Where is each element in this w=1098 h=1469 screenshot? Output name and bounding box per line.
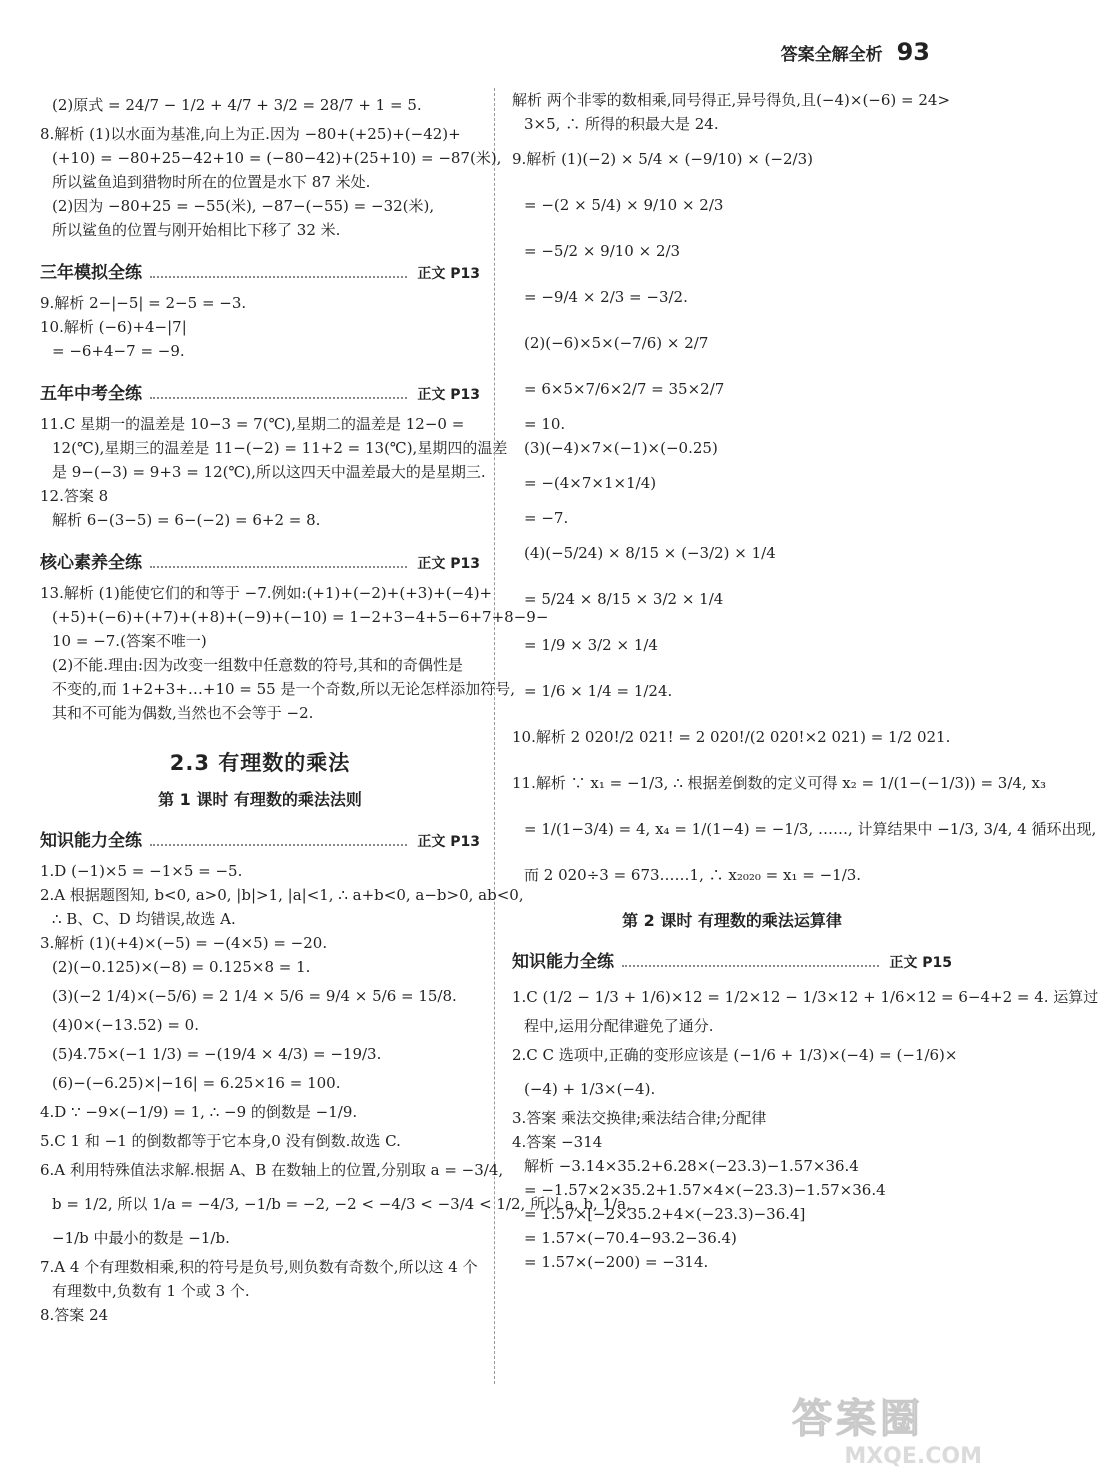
section-page-ref: 正文 P13 bbox=[417, 834, 480, 850]
answer-line: 所以鲨鱼追到猎物时所在的位置是水下 87 米处. bbox=[52, 173, 371, 191]
section-name: 五年中考全练 bbox=[40, 384, 142, 404]
dotted-leader bbox=[622, 965, 879, 967]
answer-line: 3.解析 (1)(+4)×(−5) = −(4×5) = −20. bbox=[40, 934, 328, 952]
dotted-leader bbox=[150, 397, 407, 399]
answer-line: (+5)+(−6)+(+7)+(+8)+(−9)+(−10) = 1−2+3−4+5−6+7+8−9− bbox=[52, 608, 549, 626]
answer-line: 13.解析 (1)能使它们的和等于 −7.例如:(+1)+(−2)+(+3)+(−4)+ bbox=[40, 584, 493, 602]
answer-line: 1.D (−1)×5 = −1×5 = −5. bbox=[40, 862, 243, 880]
answer-line: (4)(−5/24) × 8/15 × (−3/2) × 1/4 bbox=[524, 544, 776, 562]
answer-line: (2)因为 −80+25 = −55(米), −87−(−55) = −32(米), bbox=[52, 197, 435, 215]
answer-line: = −5/2 × 9/10 × 2/3 bbox=[524, 242, 681, 260]
answer-line: = −7. bbox=[524, 509, 569, 527]
answer-line: 有理数中,负数有 1 个或 3 个. bbox=[52, 1282, 250, 1300]
answer-line: ∴ B、C、D 均错误,故选 A. bbox=[52, 910, 236, 928]
answer-line: 其和不可能为偶数,当然也不会等于 −2. bbox=[52, 704, 314, 722]
answer-line: 10 = −7.(答案不唯一) bbox=[52, 632, 207, 650]
page-header bbox=[781, 38, 930, 66]
answer-line: 3.答案 乘法交换律;乘法结合律;分配律 bbox=[512, 1109, 767, 1127]
answer-line: (3)(−2 1/4)×(−5/6) = 2 1/4 × 5/6 = 9/4 × 5/6 = 15/8. bbox=[52, 987, 457, 1005]
answer-line: = 6×5×7/6×2/7 = 35×2/7 bbox=[524, 380, 725, 398]
section-heading bbox=[40, 379, 480, 404]
answer-line: b = 1/2, 所以 1/a = −4/3, −1/b = −2, −2 < −4/3 < −3/4 < 1/2, 所以 a, b, 1/a, bbox=[52, 1195, 631, 1213]
answer-line: 8.答案 24 bbox=[40, 1306, 109, 1324]
answer-line: 12(℃),星期三的温差是 11−(−2) = 11+2 = 13(℃),星期四的温差 bbox=[52, 439, 508, 457]
section-page-ref: 正文 P13 bbox=[417, 556, 480, 572]
answer-line: 11.C 星期一的温差是 10−3 = 7(℃),星期二的温差是 12−0 = bbox=[40, 415, 465, 433]
answer-line: (4)0×(−13.52) = 0. bbox=[52, 1016, 199, 1034]
answer-line: 5.C 1 和 −1 的倒数都等于它本身,0 没有倒数.故选 C. bbox=[40, 1132, 401, 1150]
answer-line: 所以鲨鱼的位置与刚开始相比下移了 32 米. bbox=[52, 221, 341, 239]
answer-line: = −9/4 × 2/3 = −3/2. bbox=[524, 288, 688, 306]
header-title: 答案全解全析 bbox=[780, 45, 883, 65]
answer-line: (5)4.75×(−1 1/3) = −(19/4 × 4/3) = −19/3. bbox=[52, 1045, 382, 1063]
answer-line: 9.解析 (1)(−2) × 5/4 × (−9/10) × (−2/3) bbox=[512, 150, 813, 168]
answer-line: = 5/24 × 8/15 × 3/2 × 1/4 bbox=[524, 590, 724, 608]
watermark-logo bbox=[792, 1387, 982, 1469]
answer-line: = 1/9 × 3/2 × 1/4 bbox=[524, 636, 658, 654]
watermark-text: 答案圈 bbox=[792, 1396, 924, 1442]
answer-line: 程中,运用分配律避免了通分. bbox=[524, 1017, 714, 1035]
answer-line: 解析 两个非零的数相乘,同号得正,异号得负,且(−4)×(−6) = 24> bbox=[512, 91, 951, 109]
answer-line: (−4) + 1/3×(−4). bbox=[524, 1080, 656, 1098]
answer-line: −1/b 中最小的数是 −1/b. bbox=[52, 1229, 230, 1247]
answer-line: 解析 6−(3−5) = 6−(−2) = 6+2 = 8. bbox=[52, 511, 321, 529]
column-divider bbox=[494, 88, 495, 1384]
answer-line: (2)原式 = 24/7 − 1/2 + 4/7 + 3/2 = 28/7 + 1 = 5. bbox=[52, 96, 422, 114]
answer-line: (2)不能.理由:因为改变一组数中任意数的符号,其和的奇偶性是 bbox=[52, 656, 463, 674]
answer-line: = −6+4−7 = −9. bbox=[52, 342, 185, 360]
answer-line: 是 9−(−3) = 9+3 = 12(℃),所以这四天中温差最大的是星期三. bbox=[52, 463, 486, 481]
dotted-leader bbox=[150, 844, 407, 846]
answer-line: = 10. bbox=[524, 415, 566, 433]
dotted-leader bbox=[150, 276, 407, 278]
chapter-title: 2.3 有理数的乘法 bbox=[169, 751, 351, 775]
answer-line: 11.解析 ∵ x₁ = −1/3, ∴ 根据差倒数的定义可得 x₂ = 1/(1−(−1/3)) = 3/4, x₃ bbox=[512, 774, 1046, 792]
answer-line: = 1/(1−3/4) = 4, x₄ = 1/(1−4) = −1/3, ……, 计算结果中 −1/3, 3/4, 4 循环出现, bbox=[524, 820, 1097, 838]
answer-line: 2.C C 选项中,正确的变形应该是 (−1/6 + 1/3)×(−4) = (−1/6)× bbox=[512, 1046, 958, 1064]
answer-line: (2)(−6)×5×(−7/6) × 2/7 bbox=[524, 334, 709, 352]
section-heading bbox=[40, 548, 480, 573]
answer-line: = −(4×7×1×1/4) bbox=[524, 474, 657, 492]
dotted-leader bbox=[150, 566, 407, 568]
answer-line: 10.解析 2 020!/2 021! = 2 020!/(2 020!×2 021) = 1/2 021. bbox=[512, 728, 951, 746]
answer-line: 6.A 利用特殊值法求解.根据 A、B 在数轴上的位置,分别取 a = −3/4, bbox=[40, 1161, 504, 1179]
answer-line: = 1/6 × 1/4 = 1/24. bbox=[524, 682, 673, 700]
section-heading bbox=[40, 258, 480, 283]
lesson-title: 第 2 课时 有理数的乘法运算律 bbox=[622, 911, 842, 930]
answer-line: 不变的,而 1+2+3+…+10 = 55 是一个奇数,所以无论怎样添加符号, bbox=[52, 680, 516, 698]
section-name: 三年模拟全练 bbox=[40, 263, 142, 283]
watermark-site: MXQE.COM bbox=[844, 1444, 982, 1469]
answer-line: (2)(−0.125)×(−8) = 0.125×8 = 1. bbox=[52, 958, 311, 976]
lesson-title: 第 1 课时 有理数的乘法法则 bbox=[158, 790, 362, 809]
answer-line: = −1.57×2×35.2+1.57×4×(−23.3)−1.57×36.4 bbox=[524, 1181, 886, 1199]
section-name: 核心素养全练 bbox=[40, 553, 142, 573]
section-name: 知识能力全练 bbox=[512, 952, 614, 972]
answer-line: = 1.57×(−200) = −314. bbox=[524, 1253, 709, 1271]
section-page-ref: 正文 P13 bbox=[417, 266, 480, 282]
answer-line: 2.A 根据题图知, b<0, a>0, |b|>1, |a|<1, ∴ a+b<0, a−b>0, ab<0, bbox=[40, 886, 524, 904]
answer-line: 4.D ∵ −9×(−1/9) = 1, ∴ −9 的倒数是 −1/9. bbox=[40, 1103, 358, 1121]
answer-line: 而 2 020÷3 = 673……1, ∴ x₂₀₂₀ = x₁ = −1/3. bbox=[524, 866, 862, 884]
answer-line: = 1.57×[−2×35.2+4×(−23.3)−36.4] bbox=[524, 1205, 806, 1223]
answer-line: (+10) = −80+25−42+10 = (−80−42)+(25+10) = −87(米), bbox=[52, 149, 502, 167]
section-page-ref: 正文 P13 bbox=[417, 387, 480, 403]
answer-line: 8.解析 (1)以水面为基准,向上为正.因为 −80+(+25)+(−42)+ bbox=[40, 125, 461, 143]
answer-line: 7.A 4 个有理数相乘,积的符号是负号,则负数有奇数个,所以这 4 个 bbox=[40, 1258, 478, 1276]
answer-line: 4.答案 −314 bbox=[512, 1133, 603, 1151]
section-heading bbox=[512, 947, 952, 972]
answer-line: (3)(−4)×7×(−1)×(−0.25) bbox=[524, 439, 718, 457]
right-column bbox=[512, 88, 1098, 1274]
answer-line: (6)−(−6.25)×|−16| = 6.25×16 = 100. bbox=[52, 1074, 341, 1092]
page-number: 93 bbox=[896, 38, 930, 66]
answer-line: 9.解析 2−|−5| = 2−5 = −3. bbox=[40, 294, 247, 312]
answer-line: 1.C (1/2 − 1/3 + 1/6)×12 = 1/2×12 − 1/3×12 + 1/6×12 = 6−4+2 = 4. 运算过 bbox=[512, 988, 1098, 1006]
section-heading bbox=[40, 826, 480, 851]
answer-line: = 1.57×(−70.4−93.2−36.4) bbox=[524, 1229, 737, 1247]
answer-line: 解析 −3.14×35.2+6.28×(−23.3)−1.57×36.4 bbox=[524, 1157, 859, 1175]
section-name: 知识能力全练 bbox=[40, 831, 142, 851]
answer-line: = −(2 × 5/4) × 9/10 × 2/3 bbox=[524, 196, 724, 214]
answer-line: 12.答案 8 bbox=[40, 487, 109, 505]
section-page-ref: 正文 P15 bbox=[889, 955, 952, 971]
answer-line: 3×5, ∴ 所得的积最大是 24. bbox=[524, 115, 719, 133]
answer-line: 10.解析 (−6)+4−|7| bbox=[40, 318, 187, 336]
